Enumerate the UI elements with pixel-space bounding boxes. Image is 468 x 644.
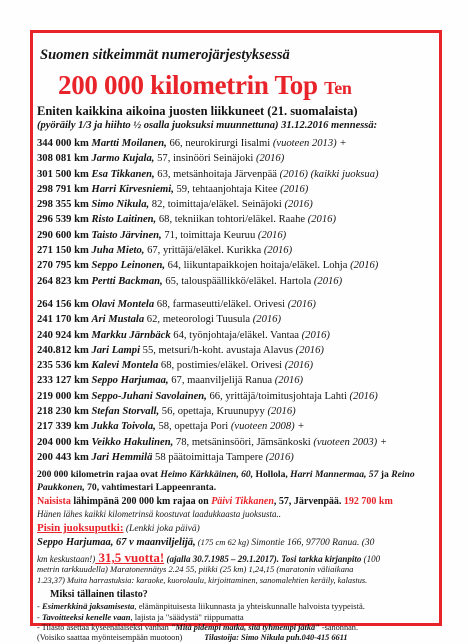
top-entry-row bbox=[37, 151, 379, 166]
rest-entry-name: Markku Järnbäck bbox=[91, 329, 171, 341]
top-entry-row bbox=[37, 167, 379, 182]
top-entry-yr: (2016) bbox=[257, 229, 287, 241]
b4-b: Tilastoija: Simo Nikula puh.040-415 6611 bbox=[204, 633, 348, 642]
rest-entry-yr: (vuoteen 2008) + bbox=[230, 421, 305, 433]
top-entry-row bbox=[37, 243, 379, 258]
top-entry-rest: 66, neurokirurgi Iisalmi bbox=[166, 138, 273, 149]
rajaa-f: Reino bbox=[391, 469, 415, 480]
rest-entry-name: Jukka Toivola, bbox=[91, 421, 156, 433]
rest-entry-yr: (vuoteen 2003) + bbox=[313, 436, 387, 448]
title-small: Ten bbox=[324, 78, 352, 98]
title-main: 200 000 kilometrin Top bbox=[58, 70, 325, 100]
seppo-line4: 1.23,37) Muita harrastuksia: karaoke, kuorolaulu, kirjoittaminen, sanomalehtien keräily, kalastus. bbox=[37, 576, 368, 585]
rest-entry-row bbox=[37, 373, 387, 388]
rajaa-line2 bbox=[37, 482, 216, 493]
bullet-1 bbox=[37, 601, 365, 611]
rajaa-d: Harri Mannermaa, 57 bbox=[290, 469, 379, 480]
top-entry-km: 264 823 km bbox=[37, 275, 89, 287]
subtitle: Eniten kaikkina aikoina juosten liikkuneet (21. suomalaista) bbox=[37, 104, 358, 118]
rest-entry-rest: 62, meteorologi Tuusula bbox=[144, 314, 253, 326]
top-entry-name: Risto Laitinen, bbox=[91, 214, 157, 226]
rest-entry-km: 241 170 km bbox=[37, 314, 89, 326]
rest-entry-km: 233 127 km bbox=[37, 375, 89, 387]
rajaa-b: Heimo Kärkkäinen, 60, bbox=[160, 469, 254, 480]
top-entry-yr: (2016) bbox=[255, 153, 285, 165]
rest-list bbox=[37, 297, 387, 465]
top-entry-rest: 71, toimittaja Keuruu bbox=[161, 229, 258, 241]
top-entry-yr: (2016) bbox=[280, 183, 309, 195]
top-entry-yr: (2016) (kaikki juoksua) bbox=[279, 168, 379, 180]
rest-entry-rest: 56, opettaja, Kruunupyy bbox=[159, 406, 268, 418]
rest-entry-km: 240 924 km bbox=[37, 329, 89, 341]
heading-line1: Suomen sitkeimmät numerojärjestyksessä bbox=[40, 47, 290, 63]
rajaa-c: Hollola, bbox=[253, 469, 291, 480]
rest-entry-name: Veikko Hakulinen, bbox=[91, 436, 174, 448]
rest-entry-yr: (2016) bbox=[265, 451, 294, 463]
pisin-a: Pisin juoksuputki: bbox=[37, 522, 124, 534]
b3-b: "Mitä pidempi matka, sitä tyhmempi jätkä" bbox=[170, 623, 320, 632]
top-entry-km: 298 791 km bbox=[37, 183, 89, 195]
bullet-3 bbox=[37, 623, 358, 632]
rest-entry-row bbox=[37, 389, 387, 404]
rest-entry-km: 218 230 km bbox=[37, 406, 89, 418]
rest-entry-yr: (2016) bbox=[252, 314, 281, 326]
rest-entry-rest: 55, metsuri/h-koht. avustaja Alavus bbox=[140, 344, 296, 356]
naisista-c: Päivi Tikkanen bbox=[211, 496, 274, 507]
seppo2-e: (100 bbox=[361, 554, 381, 564]
seppo-a: Seppo Harjumaa, 67 v maanviljelijä, bbox=[37, 537, 196, 548]
seppo-c: Simontie 166, 97700 Ranua. (30 bbox=[249, 538, 375, 548]
rest-entry-yr: (2016) bbox=[274, 375, 304, 387]
rajaa2-a: Paukkonen, bbox=[37, 482, 85, 493]
top-entry-row bbox=[37, 258, 379, 273]
rest-entry-rest: 66, yrittäjä/toimitusjohtaja Lahti bbox=[206, 390, 350, 402]
top-entry-rest: 65, talouspäällikkö/eläkel. Hartola bbox=[162, 275, 314, 287]
subtitle-conditions bbox=[37, 120, 377, 131]
top-entry-yr: (vuoteen 2013) + bbox=[272, 138, 347, 149]
rest-entry-km: 217 339 km bbox=[37, 421, 89, 433]
rest-entry-name: Jari Hemmilä bbox=[91, 451, 153, 463]
seppo2-a: km keskustaan!) bbox=[37, 554, 96, 564]
rest-entry-km: 240.812 km bbox=[37, 344, 89, 356]
b2-b: , lajista ja "säädystä" riippumatta bbox=[130, 612, 244, 622]
top-entry-name: Seppo Leinonen, bbox=[91, 260, 166, 272]
top-entry-name: Jarmo Kujala, bbox=[91, 153, 155, 165]
rest-entry-name: Jari Lampi bbox=[91, 344, 141, 356]
seppo-line bbox=[37, 537, 374, 548]
top-entry-name: Martti Moilanen, bbox=[91, 138, 167, 149]
rest-entry-rest: 68, farmaseutti/eläkel. Orivesi bbox=[154, 299, 288, 310]
rest-entry-name: Olavi Montela bbox=[91, 299, 155, 310]
rest-entry-yr: (2016) bbox=[267, 406, 296, 418]
rest-entry-rest: 64, työnjohtaja/eläkel. Vantaa bbox=[170, 329, 302, 341]
rest-entry-row bbox=[37, 312, 387, 327]
top-entry-km: 296 539 km bbox=[37, 214, 89, 226]
top-entry-row bbox=[37, 182, 379, 197]
top-entry-km: 270 795 km bbox=[37, 260, 89, 272]
bullet-4 bbox=[37, 633, 348, 642]
rest-entry-name: Kalevi Montela bbox=[91, 360, 159, 372]
seppo-line3: metrin tarkkuudella) Maratonennätys 2.24 55, piikki (25 km) 1,24,15 (maratonin väliaikana bbox=[37, 564, 354, 574]
top-entry-yr: (2016) bbox=[284, 199, 313, 211]
rajaa2-b: 70, vahtimestari Lappeenranta. bbox=[84, 482, 217, 493]
top-entry-km: 344 000 km bbox=[37, 138, 89, 149]
top-entry-km: 308 081 km bbox=[37, 153, 89, 165]
top-entry-rest: 64, liikuntapaikkojen hoitaja/eläkel. Lohja bbox=[165, 260, 351, 272]
seppo2-c: (ajalla 30.7.1985 – 29.1.2017). bbox=[164, 554, 282, 564]
main-title bbox=[58, 70, 352, 101]
bullet-2 bbox=[37, 612, 244, 622]
rajaa-e: ja bbox=[378, 469, 392, 480]
naisista-line2: Hänen lähes kaikki kilometrinsä koostuvat laadukkaasta juoksusta.. bbox=[37, 509, 281, 519]
pisin-b: (Lenkki joka päivä) bbox=[123, 524, 200, 534]
rest-entry-row bbox=[37, 450, 387, 465]
top-entry-name: Harri Kirvesniemi, bbox=[91, 183, 174, 195]
top-entry-row bbox=[37, 212, 379, 227]
top-entry-row bbox=[37, 136, 379, 151]
top-entry-name: Juha Mieto, bbox=[91, 245, 145, 257]
rest-entry-name: Seppo-Juhani Savolainen, bbox=[91, 390, 207, 402]
top-entry-km: 298 355 km bbox=[37, 199, 89, 211]
top-entry-yr: (2016) bbox=[350, 260, 379, 272]
seppo2-d: Tosi tarkka kirjanpito bbox=[281, 554, 362, 564]
seppo2-b: 31,5 vuotta! bbox=[95, 550, 165, 565]
top-entry-rest: 68, tekniikan tohtori/eläkel. Raahe bbox=[156, 214, 308, 226]
top-entry-name: Taisto Järvinen, bbox=[91, 229, 162, 241]
b3-c: -sanonnan. bbox=[319, 623, 359, 632]
rest-entry-km: 200 443 km bbox=[37, 451, 89, 463]
top-entry-name: Esa Tikkanen, bbox=[91, 168, 155, 180]
top-entry-yr: (2016) bbox=[263, 245, 293, 257]
rest-entry-row bbox=[37, 419, 387, 434]
top-entry-yr: (2016) bbox=[313, 275, 343, 287]
rajaa-a: 200 000 kilometrin rajaa ovat bbox=[37, 469, 161, 480]
top-entry-km: 290 600 km bbox=[37, 229, 89, 241]
rest-entry-row bbox=[37, 328, 387, 343]
rest-entry-yr: (2016) bbox=[349, 390, 378, 402]
subtitle-conditions-text: (pyöräily 1/3 ja hiihto ½ osalla juoksuksi muunnettuna) 31.12.2016 mennessä: bbox=[37, 120, 378, 131]
rest-entry-km: 235 536 km bbox=[37, 360, 89, 372]
top-entry-name: Pertti Backman, bbox=[91, 275, 163, 287]
b1-b: , elämänpituisesta liikunnasta ja yhteiskunnalle halvoista tyypeistä. bbox=[134, 601, 365, 611]
rest-entry-rest: 58 päätoimittaja Tampere bbox=[152, 451, 266, 463]
b4-a: (Voisiko saattaa myönteisempään muotoon) bbox=[37, 633, 183, 642]
top-entry-rest: 67, yrittäjä/eläkel. Kurikka bbox=[144, 245, 264, 257]
top-entry-rest: 82, toimittaja/eläkel. Seinäjoki bbox=[149, 199, 285, 211]
naisista-d: , 57, Järvenpää. bbox=[273, 496, 344, 507]
naisista-line bbox=[37, 496, 393, 507]
seppo-b: (175 cm 62 kg) bbox=[195, 537, 250, 547]
naisista-b: lähimpänä 200 000 km rajaa on bbox=[70, 496, 212, 507]
rest-entry-yr: (2016) bbox=[301, 329, 330, 341]
rest-entry-name: Ari Mustala bbox=[91, 314, 145, 326]
top-entry-rest: 63, metsänhoitaja Järvenpää bbox=[154, 168, 280, 180]
rest-entry-km: 219 000 km bbox=[37, 390, 89, 402]
rest-entry-rest: 67, maanviljelijä Ranua bbox=[168, 375, 275, 387]
rest-entry-name: Stefan Storvall, bbox=[91, 406, 160, 418]
top-entry-km: 271 150 km bbox=[37, 245, 89, 257]
naisista-a: Naisista bbox=[37, 496, 71, 507]
rajaa-line bbox=[37, 469, 415, 480]
rest-entry-yr: (2016) bbox=[287, 299, 316, 310]
pisin-line bbox=[37, 522, 200, 534]
top-entry-row bbox=[37, 274, 379, 289]
top-entry-rest: 59, tehtaanjohtaja Kitee bbox=[173, 183, 281, 195]
rest-entry-row bbox=[37, 404, 387, 419]
rest-entry-yr: (2016) bbox=[295, 344, 324, 356]
rest-entry-row bbox=[37, 435, 387, 450]
rest-entry-rest: 78, metsäninsööri, Jämsänkoski bbox=[173, 436, 314, 448]
top-entry-row bbox=[37, 197, 379, 212]
miksi-heading: Miksi tällainen tilasto? bbox=[50, 589, 148, 600]
top-entry-km: 301 500 km bbox=[37, 168, 89, 180]
top-ten-list bbox=[37, 136, 379, 289]
rest-entry-km: 204 000 km bbox=[37, 436, 89, 448]
rest-entry-rest: 58, opettaja Pori bbox=[155, 421, 231, 433]
top-entry-row bbox=[37, 228, 379, 243]
top-entry-name: Simo Nikula, bbox=[91, 199, 150, 211]
rest-entry-km: 264 156 km bbox=[37, 299, 89, 310]
rest-entry-rest: 68, postimies/eläkel. Orivesi bbox=[158, 360, 285, 372]
rest-entry-name: Seppo Harjumaa, bbox=[91, 375, 169, 387]
rest-entry-yr: (2016) bbox=[284, 360, 314, 372]
rest-entry-row bbox=[37, 358, 387, 373]
top-entry-rest: 57, insinööri Seinäjoki bbox=[154, 153, 256, 165]
b3-a: - Tilasto asettaa kyseenalaiseksi vanhan bbox=[37, 623, 171, 632]
naisista-e: 192 700 km bbox=[343, 496, 393, 507]
b1-a: - Esimerkkinä jaksamisesta bbox=[37, 601, 135, 611]
rest-entry-row bbox=[37, 297, 387, 312]
top-entry-yr: (2016) bbox=[307, 214, 336, 226]
rest-entry-row bbox=[37, 343, 387, 358]
b2-a: - Tavoitteeksi kenelle vaan bbox=[37, 612, 131, 622]
